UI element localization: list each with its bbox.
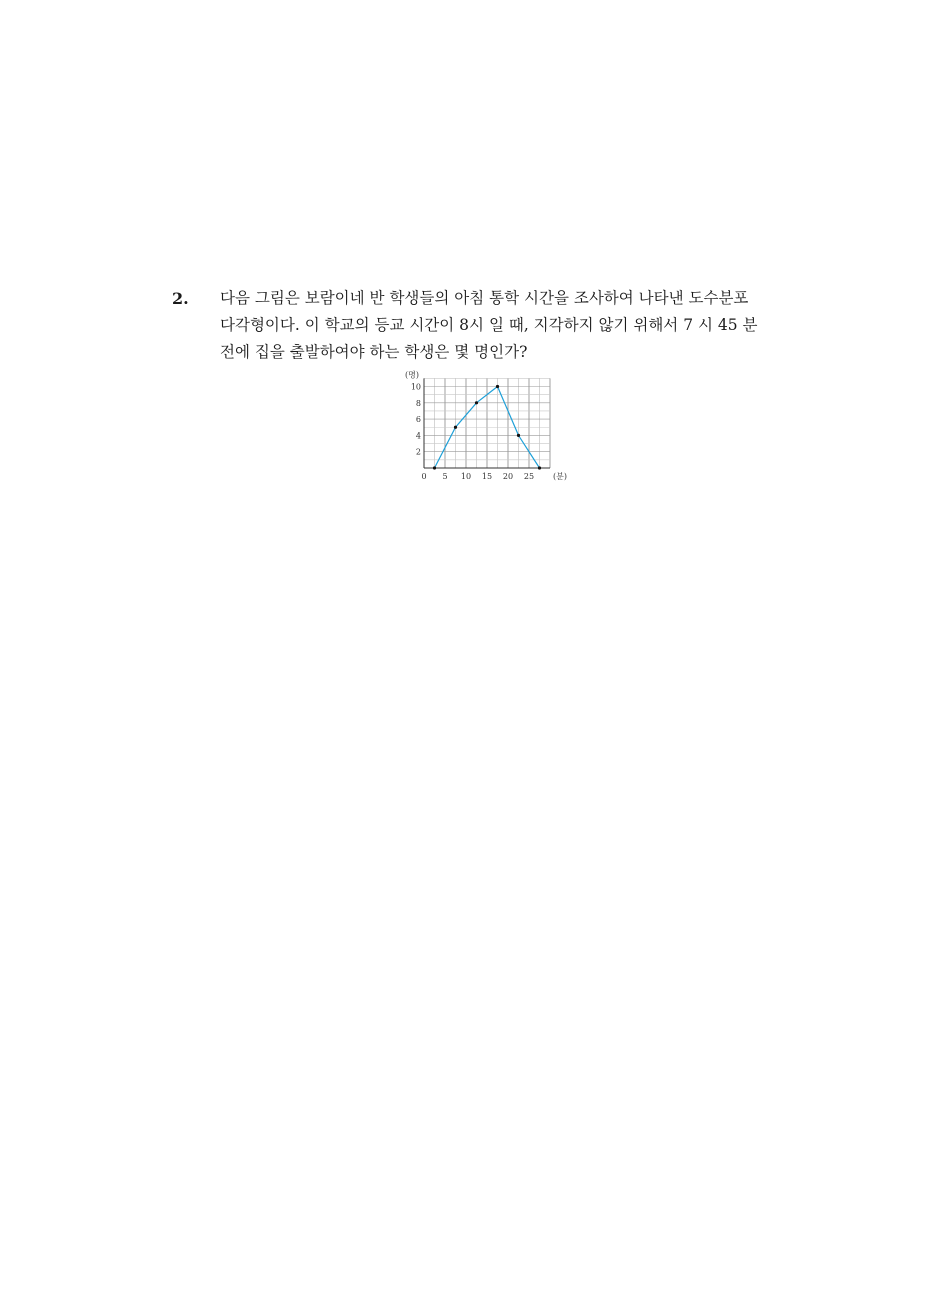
- frequency-polygon-figure: [388, 368, 568, 488]
- y-tick-label: 10: [410, 382, 421, 392]
- problem-number: 2.: [172, 289, 189, 308]
- x-tick-label: 25: [523, 472, 535, 481]
- problem-line-2: 다각형이다. 이 학교의 등교 시간이 8시 일 때, 지각하지 않기 위해서 7 시 45 분: [220, 316, 758, 334]
- y-tick-label: 4: [415, 431, 421, 441]
- y-axis-label: (명): [405, 370, 419, 380]
- y-tick-label: 2: [415, 447, 421, 457]
- problem-line-1: 다음 그림은 보람이네 반 학생들의 아침 통학 시간을 조사하여 나타낸 도수분포: [220, 289, 749, 307]
- x-tick-label: 10: [460, 472, 472, 481]
- data-point: [538, 466, 541, 469]
- x-tick-label: 15: [481, 472, 493, 481]
- y-tick-label: 8: [415, 398, 421, 408]
- x-tick-label: 0: [421, 472, 427, 481]
- problem-line-3: 전에 집을 출발하여야 하는 학생은 몇 명인가?: [220, 343, 528, 361]
- data-point: [433, 466, 436, 469]
- data-point: [454, 426, 457, 429]
- data-point: [475, 401, 478, 404]
- x-axis-label: (분): [553, 472, 567, 481]
- y-tick-label: 6: [415, 415, 421, 425]
- x-tick-label: 20: [502, 472, 514, 481]
- data-point: [517, 434, 520, 437]
- problem-text: [220, 285, 760, 366]
- data-point: [496, 385, 499, 388]
- x-tick-label: 5: [442, 472, 448, 481]
- frequency-polygon-chart: [388, 368, 568, 488]
